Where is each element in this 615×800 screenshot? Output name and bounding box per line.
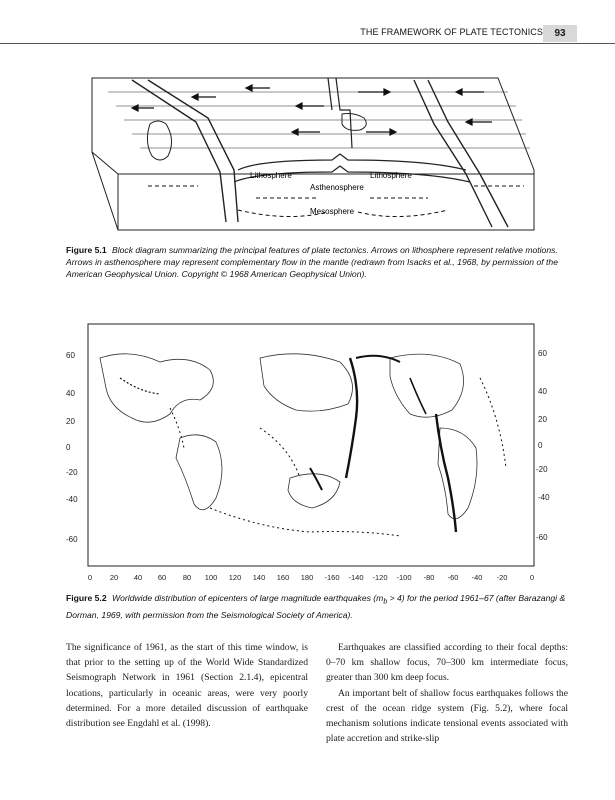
map-left-tick: 60 [66, 351, 75, 360]
map-bottom-tick: -60 [447, 573, 459, 582]
figure-5-2-caption-subscript: b [383, 598, 388, 606]
map-bottom-tick: 120 [228, 573, 242, 582]
figure-5-2-label: Figure 5.2 [66, 593, 107, 603]
figure-5-1-block-diagram [88, 62, 538, 237]
map-left-tick: 0 [66, 443, 71, 452]
map-bottom-tick: 0 [529, 573, 535, 582]
figure-5-2-caption [66, 592, 566, 621]
map-right-tick: 20 [538, 415, 547, 424]
body-paragraph: The significance of 1961, as the start of this time window, is that prior to the setting up of the World Wide Standardized Seismograph Network in 1961 (Section 2.1.4), epicentral locations, particularly in oceanic areas, were very poorly determined. For a more detailed discussion of earthquake distribution see Engdahl et al. (1998). [66, 642, 308, 730]
running-head: THE FRAMEWORK OF PLATE TECTONICS [360, 27, 543, 37]
map-bottom-tick: 0 [87, 573, 93, 582]
map-bottom-tick: -120 [372, 573, 388, 582]
map-bottom-tick: 140 [252, 573, 266, 582]
map-bottom-tick: 80 [182, 573, 192, 582]
map-bottom-tick: -100 [396, 573, 412, 582]
page-number: 93 [543, 25, 577, 42]
figure-5-1-caption-text: Block diagram summarizing the principal features of plate tectonics. Arrows on lithosphere represent relative motions. Arrows in asthenosphere may represent complementary flow in the mantle (redrawn from Isacks et al., 1968, by permission of the American Geophysical Union. Copyright © 1968 American Geophysical Union). [66, 245, 558, 279]
figure-5-2-caption-text-2: > 4) for the period 1961–67 (after Barazangi & Dorman, 1969, with permission from the Seismological Society of America). [66, 593, 566, 620]
fig1-label-lithosphere-left: Lithosphere [250, 171, 292, 180]
map-bottom-tick: -80 [423, 573, 435, 582]
map-bottom-tick: 160 [276, 573, 290, 582]
fig1-label-asthenosphere: Asthenosphere [310, 183, 364, 192]
map-bottom-tick: -20 [496, 573, 508, 582]
map-bottom-tick: -40 [471, 573, 483, 582]
map-bottom-tick: -140 [348, 573, 364, 582]
map-right-tick: 0 [538, 441, 543, 450]
map-left-tick: -40 [66, 495, 78, 504]
figure-5-1-label: Figure 5.1 [66, 245, 107, 255]
map-bottom-tick: -160 [324, 573, 340, 582]
map-right-tick: 60 [538, 349, 547, 358]
fig1-label-mesosphere: Mesosphere [310, 207, 355, 216]
map-bottom-tick: 100 [204, 573, 218, 582]
body-column-left [66, 640, 308, 731]
body-column-right [326, 640, 568, 746]
body-paragraph: Earthquakes are classified according to their focal depths: 0–70 km shallow focus, 70–300 km intermediate focus, greater than 300 km deep focus. [326, 642, 568, 684]
map-bottom-tick: 180 [300, 573, 314, 582]
map-bottom-tick: 40 [133, 573, 143, 582]
fig1-label-lithosphere-right: Lithosphere [370, 171, 412, 180]
map-right-tick: -40 [538, 493, 550, 502]
figure-5-2-map [60, 318, 560, 588]
map-left-tick: -60 [66, 535, 78, 544]
map-right-tick: -20 [536, 465, 548, 474]
figure-5-1-caption [66, 244, 566, 280]
map-bottom-tick: 60 [157, 573, 167, 582]
map-left-tick: -20 [66, 468, 78, 477]
map-right-tick: -60 [536, 533, 548, 542]
map-left-tick: 20 [66, 417, 75, 426]
figure-5-2-caption-text-1: Worldwide distribution of epicenters of large magnitude earthquakes (m [111, 593, 384, 603]
map-right-tick: 40 [538, 387, 547, 396]
body-paragraph: An important belt of shallow focus earthquakes follows the crest of the ocean ridge system (Fig. 5.2), where focal mechanism solutions indicate tensional events associated with plate accretion and strike-slip [326, 687, 568, 745]
map-bottom-tick: 20 [109, 573, 119, 582]
map-left-tick: 40 [66, 389, 75, 398]
header-rule [0, 43, 615, 44]
